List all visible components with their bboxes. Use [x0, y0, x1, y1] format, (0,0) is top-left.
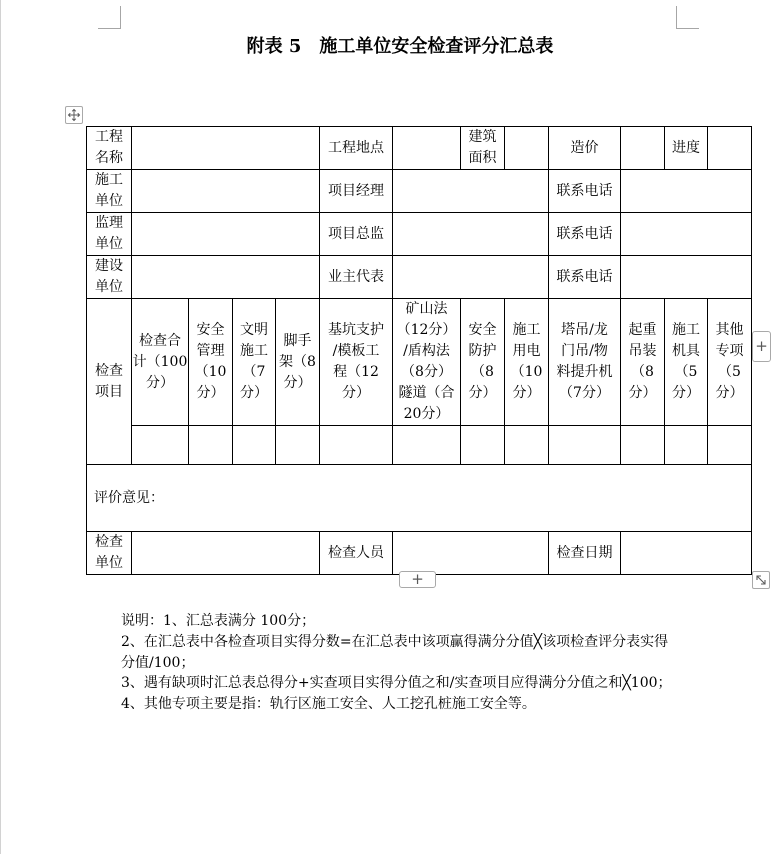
owner-unit-value[interactable]	[132, 256, 320, 299]
supervision-phone-label: 联系电话	[549, 213, 621, 256]
crop-mark-top-left	[120, 6, 121, 29]
tunnel-method-header: 矿山法 （12分） /盾构法 （8分） 隧道（合 20分）	[393, 299, 461, 426]
contractor-unit-value[interactable]	[132, 170, 320, 213]
progress-label: 进度	[665, 127, 708, 170]
note-item: 说明：1、汇总表满分 100分；	[121, 613, 316, 629]
owner-phone-value[interactable]	[621, 256, 752, 299]
inspection-items-label: 检查 项目	[87, 299, 132, 465]
plus-icon: +	[755, 337, 768, 355]
notes-section	[121, 611, 672, 715]
construction-power-header: 施工 用电 （10 分）	[505, 299, 549, 426]
signoff-row	[87, 532, 752, 575]
construction-power-score-cell[interactable]	[505, 426, 549, 465]
inspection-unit-value[interactable]	[132, 532, 320, 575]
note-item: 3、遇有缺项时汇总表总得分+实查项目实得分值之和/实查项目应得满分分值之和╳100；	[121, 675, 672, 692]
plus-icon: +	[411, 570, 424, 588]
tunnel-method-score-cell[interactable]	[393, 426, 461, 465]
lifting-operations-header: 起重 吊装 （8 分）	[621, 299, 665, 426]
lifting-operations-score-cell[interactable]	[621, 426, 665, 465]
crop-mark-top-left	[98, 28, 121, 29]
supervision-phone-value[interactable]	[621, 213, 752, 256]
inspection-date-label: 检查日期	[549, 532, 621, 575]
project-location-label: 工程地点	[320, 127, 393, 170]
owner-representative-value[interactable]	[393, 256, 549, 299]
inspection-summary-table	[86, 126, 752, 575]
move-icon	[67, 108, 81, 122]
chief-supervisor-value[interactable]	[393, 213, 549, 256]
page-edge	[0, 0, 1, 854]
other-special-header: 其他 专项 （5 分）	[708, 299, 752, 426]
table-move-handle[interactable]	[65, 106, 83, 124]
owner-unit-label: 建设 单位	[87, 256, 132, 299]
add-column-button[interactable]	[752, 331, 771, 362]
inspector-value[interactable]	[393, 532, 549, 575]
inspection-scores-row	[87, 426, 752, 465]
cost-label: 造价	[549, 127, 621, 170]
crop-mark-top-right	[676, 28, 699, 29]
construction-machinery-header: 施工 机具 （5 分）	[665, 299, 708, 426]
contractor-row	[87, 170, 752, 213]
building-area-label: 建筑 面积	[461, 127, 505, 170]
foundation-pit-formwork-header: 基坑支护 /模板工 程（12 分）	[320, 299, 393, 426]
owner-representative-label: 业主代表	[320, 256, 393, 299]
civilized-construction-score-cell[interactable]	[233, 426, 276, 465]
crane-hoist-score-cell[interactable]	[549, 426, 621, 465]
inspector-label: 检查人员	[320, 532, 393, 575]
evaluation-label: 评价意见：	[94, 489, 164, 506]
project-location-value[interactable]	[393, 127, 461, 170]
foundation-pit-formwork-score-cell[interactable]	[320, 426, 393, 465]
construction-machinery-score-cell[interactable]	[665, 426, 708, 465]
add-row-button[interactable]	[399, 571, 436, 588]
safety-protection-score-cell[interactable]	[461, 426, 505, 465]
contractor-unit-label: 施工 单位	[87, 170, 132, 213]
building-area-value[interactable]	[505, 127, 549, 170]
owner-phone-label: 联系电话	[549, 256, 621, 299]
resize-diagonal-icon	[755, 574, 767, 586]
note-item: 2、在汇总表中各检查项目实得分数=在汇总表中该项赢得满分分值╳该项检查评分表实得 分值/100；	[121, 633, 669, 671]
cost-value[interactable]	[621, 127, 665, 170]
chief-supervisor-label: 项目总监	[320, 213, 393, 256]
project-name-value[interactable]	[132, 127, 320, 170]
progress-value[interactable]	[708, 127, 752, 170]
supervision-row	[87, 213, 752, 256]
owner-row	[87, 256, 752, 299]
project-manager-label: 项目经理	[320, 170, 393, 213]
inspection-unit-label: 检查 单位	[87, 532, 132, 575]
safety-management-score-cell[interactable]	[189, 426, 233, 465]
project-manager-value[interactable]	[393, 170, 549, 213]
scaffolding-score-cell[interactable]	[276, 426, 320, 465]
project-info-row	[87, 127, 752, 170]
note-item: 4、其他专项主要是指：轨行区施工安全、人工挖孔桩施工安全等。	[121, 696, 536, 713]
other-special-score-cell[interactable]	[708, 426, 752, 465]
project-name-label: 工程 名称	[87, 127, 132, 170]
crane-hoist-header: 塔吊/龙 门吊/物 料提升机 （7分）	[549, 299, 621, 426]
civilized-construction-header: 文明 施工 （7 分）	[233, 299, 276, 426]
crop-mark-top-right	[676, 6, 677, 29]
total-score-cell[interactable]	[132, 426, 189, 465]
evaluation-comments-cell[interactable]	[87, 465, 752, 532]
scaffolding-header: 脚手 架（8 分）	[276, 299, 320, 426]
contractor-phone-value[interactable]	[621, 170, 752, 213]
inspection-date-value[interactable]	[621, 532, 752, 575]
contractor-phone-label: 联系电话	[549, 170, 621, 213]
table-resize-handle[interactable]	[752, 571, 770, 589]
supervision-unit-label: 监理 单位	[87, 213, 132, 256]
safety-management-header: 安全 管理 （10 分）	[189, 299, 233, 426]
evaluation-row	[87, 465, 752, 532]
inspection-items-header-row	[87, 299, 752, 426]
total-score-header: 检查合 计（100 分）	[132, 299, 189, 426]
document-title: 附表 5 施工单位安全检查评分汇总表	[246, 36, 554, 57]
supervision-unit-value[interactable]	[132, 213, 320, 256]
safety-protection-header: 安全 防护 （8 分）	[461, 299, 505, 426]
